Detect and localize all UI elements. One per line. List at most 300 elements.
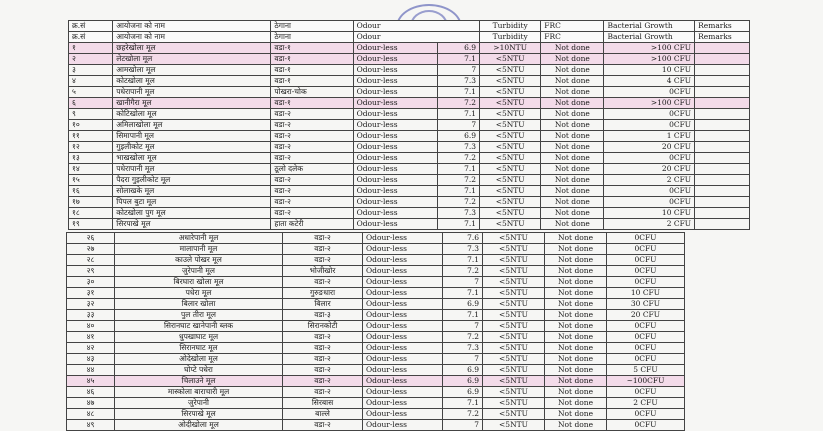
header-sn: क्र.सं xyxy=(69,21,113,32)
cell-project-name: चिलाउने मूल xyxy=(115,376,283,387)
table-row xyxy=(67,321,685,332)
cell-address: वडा-२ xyxy=(283,244,363,255)
cell-project-name: खानीगैरा मूल xyxy=(113,98,271,109)
cell-frc: Not done xyxy=(541,186,604,197)
cell-project-name: मालापानी मूल xyxy=(115,244,283,255)
cell-odour: Odour-less xyxy=(353,131,437,142)
cell-frc: Not done xyxy=(545,365,607,376)
table-row xyxy=(67,299,685,310)
cell-value: 7.2 xyxy=(443,409,483,420)
cell-project-name: भाखखोला मूल xyxy=(113,153,271,164)
cell-project-name: सोलाखके मूल xyxy=(113,186,271,197)
cell-odour: Odour-less xyxy=(353,120,437,131)
table-row xyxy=(69,175,750,186)
cell-remarks xyxy=(695,164,750,175)
table-row xyxy=(67,233,685,244)
table-row xyxy=(67,343,685,354)
table-row xyxy=(69,43,750,54)
table-row xyxy=(67,310,685,321)
water-quality-table-1 xyxy=(68,20,750,230)
cell-bacterial-growth: 0CFU xyxy=(607,255,685,266)
cell-sn: ६ xyxy=(69,98,113,109)
cell-odour: Odour-less xyxy=(363,244,443,255)
cell-project-name: आमखोला मूल xyxy=(113,65,271,76)
table-row xyxy=(67,365,685,376)
cell-project-name: बिरघारा खोला मूल xyxy=(115,277,283,288)
table-row xyxy=(69,109,750,120)
cell-address: वडा-१ xyxy=(271,43,353,54)
cell-bacterial-growth: 0CFU xyxy=(607,321,685,332)
cell-remarks xyxy=(695,219,750,230)
cell-frc: Not done xyxy=(541,153,604,164)
cell-address: वडा-२ xyxy=(271,175,353,186)
table-row xyxy=(69,197,750,208)
cell-address: पोखरा-चोक xyxy=(271,87,353,98)
cell-sn: ३३ xyxy=(67,310,115,321)
cell-value: 6.9 xyxy=(443,299,483,310)
cell-frc: Not done xyxy=(541,65,604,76)
header-remarks: Remarks xyxy=(695,21,750,32)
cell-bacterial-growth: >100 CFU xyxy=(604,54,695,65)
cell-sn: १५ xyxy=(69,175,113,186)
cell-address: वडा-२ xyxy=(283,354,363,365)
cell-sn: ४१ xyxy=(67,332,115,343)
cell-bacterial-growth: 0CFU xyxy=(604,109,695,120)
cell-bacterial-growth: 5 CFU xyxy=(607,365,685,376)
cell-remarks xyxy=(695,142,750,153)
cell-project-name: जुरेपानी मूल xyxy=(115,266,283,277)
cell-bacterial-growth: 0CFU xyxy=(607,409,685,420)
cell-address: वडा-३ xyxy=(283,310,363,321)
cell-value: 7.1 xyxy=(437,54,479,65)
cell-project-name: पैदरा गुइलीकोट मूल xyxy=(113,175,271,186)
cell-value: 7.3 xyxy=(437,208,479,219)
cell-remarks xyxy=(695,43,750,54)
cell-value: 7.3 xyxy=(443,343,483,354)
cell-turbidity: <5NTU xyxy=(483,310,545,321)
cell-frc: Not done xyxy=(541,87,604,98)
water-quality-table-2 xyxy=(66,232,685,431)
cell-turbidity: <5NTU xyxy=(480,197,541,208)
cell-odour: Odour-less xyxy=(363,343,443,354)
cell-address: वडा-२ xyxy=(271,197,353,208)
cell-bacterial-growth: 0CFU xyxy=(604,186,695,197)
cell-turbidity: <5NTU xyxy=(480,109,541,120)
cell-value: 7.1 xyxy=(443,255,483,266)
cell-sn: २८ xyxy=(67,255,115,266)
cell-sn: १ xyxy=(69,43,113,54)
cell-frc: Not done xyxy=(545,288,607,299)
table-row xyxy=(69,76,750,87)
cell-bacterial-growth: 0CFU xyxy=(604,87,695,98)
cell-address: वडा-२ xyxy=(283,365,363,376)
cell-address: वडा-२ xyxy=(271,153,353,164)
cell-project-name: मास्कोला बाराचारी मूल xyxy=(115,387,283,398)
table-row xyxy=(67,255,685,266)
cell-project-name: पधेरापानी मूल xyxy=(113,87,271,98)
cell-odour: Odour-less xyxy=(363,387,443,398)
table-row xyxy=(69,208,750,219)
header-bacterial-growth: Bacterial Growth xyxy=(604,32,695,43)
header-frc: FRC xyxy=(541,21,604,32)
cell-bacterial-growth: 30 CFU xyxy=(607,299,685,310)
cell-bacterial-growth: 10 CFU xyxy=(604,208,695,219)
cell-project-name: छहरेखोला मूल xyxy=(113,43,271,54)
cell-odour: Odour-less xyxy=(363,420,443,431)
cell-sn: ९ xyxy=(69,109,113,120)
cell-odour: Odour-less xyxy=(363,233,443,244)
cell-bacterial-growth: 20 CFU xyxy=(604,164,695,175)
cell-sn: ३२ xyxy=(67,299,115,310)
cell-odour: Odour-less xyxy=(363,277,443,288)
cell-odour: Odour-less xyxy=(363,332,443,343)
table-row xyxy=(67,409,685,420)
cell-sn: १२ xyxy=(69,142,113,153)
cell-value: 7.1 xyxy=(437,109,479,120)
cell-turbidity: <5NTU xyxy=(480,164,541,175)
cell-bacterial-growth: 0CFU xyxy=(604,120,695,131)
cell-value: 7.3 xyxy=(437,142,479,153)
cell-value: 7.1 xyxy=(437,219,479,230)
cell-project-name: कोटिखोला मूल xyxy=(113,109,271,120)
cell-turbidity: <5NTU xyxy=(483,277,545,288)
cell-sn: ४२ xyxy=(67,343,115,354)
cell-frc: Not done xyxy=(541,98,604,109)
cell-address: वडा-२ xyxy=(283,376,363,387)
cell-project-name: घोप्टे पधेरा xyxy=(115,365,283,376)
cell-value: 7.2 xyxy=(443,266,483,277)
header-odour: Odour xyxy=(353,21,480,32)
cell-odour: Odour-less xyxy=(363,255,443,266)
cell-address: वडा-२ xyxy=(283,255,363,266)
cell-frc: Not done xyxy=(545,343,607,354)
cell-address: बाल्ले xyxy=(283,409,363,420)
cell-bacterial-growth: 20 CFU xyxy=(607,310,685,321)
cell-bacterial-growth: >100 CFU xyxy=(604,43,695,54)
cell-bacterial-growth: 2 CFU xyxy=(604,175,695,186)
cell-frc: Not done xyxy=(545,398,607,409)
cell-project-name: पधेरा मूल xyxy=(115,288,283,299)
cell-frc: Not done xyxy=(541,164,604,175)
cell-frc: Not done xyxy=(545,376,607,387)
cell-address: वडा-१ xyxy=(271,65,353,76)
table-row xyxy=(67,376,685,387)
cell-bacterial-growth: ~100CFU xyxy=(607,376,685,387)
cell-frc: Not done xyxy=(545,310,607,321)
cell-turbidity: <5NTU xyxy=(480,208,541,219)
cell-sn: १० xyxy=(69,120,113,131)
cell-project-name: सिरानघाट मूल xyxy=(115,343,283,354)
cell-remarks xyxy=(695,175,750,186)
cell-frc: Not done xyxy=(541,197,604,208)
cell-frc: Not done xyxy=(541,208,604,219)
cell-odour: Odour-less xyxy=(363,288,443,299)
table-row xyxy=(69,219,750,230)
cell-odour: Odour-less xyxy=(353,164,437,175)
cell-odour: Odour-less xyxy=(353,54,437,65)
table-row xyxy=(67,354,685,365)
cell-sn: ३ xyxy=(69,65,113,76)
cell-address: ठूलो दलेक xyxy=(271,164,353,175)
cell-sn: १३ xyxy=(69,153,113,164)
cell-bacterial-growth: 0CFU xyxy=(604,197,695,208)
cell-value: 7 xyxy=(437,65,479,76)
cell-turbidity: <5NTU xyxy=(483,255,545,266)
header-remarks: Remarks xyxy=(695,32,750,43)
table-row xyxy=(69,186,750,197)
cell-sn: १६ xyxy=(69,186,113,197)
cell-sn: २६ xyxy=(67,233,115,244)
cell-project-name: सिरानघाट खानेपानी ब्लक xyxy=(115,321,283,332)
cell-sn: १९ xyxy=(69,219,113,230)
cell-odour: Odour-less xyxy=(363,310,443,321)
cell-value: 6.9 xyxy=(443,387,483,398)
cell-remarks xyxy=(695,208,750,219)
cell-odour: Odour-less xyxy=(353,87,437,98)
table-row xyxy=(67,420,685,431)
cell-turbidity: <5NTU xyxy=(483,398,545,409)
cell-odour: Odour-less xyxy=(363,376,443,387)
cell-bacterial-growth: 2 CFU xyxy=(604,219,695,230)
cell-sn: २ xyxy=(69,54,113,65)
table-row xyxy=(69,153,750,164)
cell-frc: Not done xyxy=(541,76,604,87)
cell-address: बिलार xyxy=(283,299,363,310)
cell-value: 7 xyxy=(437,120,479,131)
cell-frc: Not done xyxy=(545,387,607,398)
cell-frc: Not done xyxy=(541,175,604,186)
cell-bacterial-growth: >100 CFU xyxy=(604,98,695,109)
cell-frc: Not done xyxy=(545,354,607,365)
cell-project-name: अमिलाखोला मूल xyxy=(113,120,271,131)
cell-value: 6.9 xyxy=(443,376,483,387)
cell-project-name: ओदीखोला मूल xyxy=(115,420,283,431)
cell-bacterial-growth: 0CFU xyxy=(607,277,685,288)
cell-value: 7.2 xyxy=(437,153,479,164)
cell-value: 7.3 xyxy=(443,244,483,255)
cell-frc: Not done xyxy=(545,255,607,266)
cell-sn: ४५ xyxy=(67,376,115,387)
table-row xyxy=(67,244,685,255)
header-address: ठेगाना xyxy=(271,21,353,32)
cell-bacterial-growth: 10 CFU xyxy=(607,288,685,299)
cell-odour: Odour-less xyxy=(353,208,437,219)
cell-turbidity: <5NTU xyxy=(480,131,541,142)
table-header-row xyxy=(69,32,750,43)
cell-odour: Odour-less xyxy=(353,175,437,186)
cell-turbidity: <5NTU xyxy=(480,87,541,98)
table-row xyxy=(67,332,685,343)
cell-address: वडा-२ xyxy=(283,420,363,431)
cell-turbidity: <5NTU xyxy=(483,420,545,431)
cell-address: वडा-१ xyxy=(271,98,353,109)
cell-address: वडा-२ xyxy=(283,332,363,343)
cell-turbidity: <5NTU xyxy=(483,299,545,310)
cell-project-name: ओदेखोला मूल xyxy=(115,354,283,365)
cell-bacterial-growth: 0CFU xyxy=(607,266,685,277)
cell-sn: ३० xyxy=(67,277,115,288)
table-row xyxy=(67,288,685,299)
cell-bacterial-growth: 0CFU xyxy=(607,343,685,354)
cell-frc: Not done xyxy=(545,277,607,288)
cell-turbidity: <5NTU xyxy=(483,233,545,244)
cell-frc: Not done xyxy=(541,219,604,230)
cell-turbidity: <5NTU xyxy=(483,244,545,255)
cell-frc: Not done xyxy=(541,109,604,120)
cell-turbidity: >10NTU xyxy=(480,43,541,54)
cell-turbidity: <5NTU xyxy=(483,387,545,398)
cell-value: 7.2 xyxy=(443,332,483,343)
cell-remarks xyxy=(695,98,750,109)
table-row xyxy=(69,131,750,142)
cell-odour: Odour-less xyxy=(363,321,443,332)
cell-value: 7.1 xyxy=(437,87,479,98)
cell-address: वडा-२ xyxy=(283,387,363,398)
cell-bacterial-growth: 0CFU xyxy=(607,244,685,255)
cell-value: 7.1 xyxy=(437,186,479,197)
cell-frc: Not done xyxy=(545,409,607,420)
table-row xyxy=(69,164,750,175)
cell-bacterial-growth: 2 CFU xyxy=(607,398,685,409)
cell-sn: ४७ xyxy=(67,398,115,409)
cell-project-name: पुल तीरा मूल xyxy=(115,310,283,321)
cell-turbidity: <5NTU xyxy=(480,65,541,76)
cell-bacterial-growth: 20 CFU xyxy=(604,142,695,153)
cell-turbidity: <5NTU xyxy=(483,288,545,299)
cell-sn: ३१ xyxy=(67,288,115,299)
cell-project-name: पिपल बुटा मूल xyxy=(113,197,271,208)
cell-sn: २९ xyxy=(67,266,115,277)
cell-turbidity: <5NTU xyxy=(483,321,545,332)
cell-turbidity: <5NTU xyxy=(480,219,541,230)
cell-project-name: लेटखोला मूल xyxy=(113,54,271,65)
cell-address: गुरुङधारा xyxy=(283,288,363,299)
cell-frc: Not done xyxy=(545,233,607,244)
table-row xyxy=(67,387,685,398)
cell-turbidity: <5NTU xyxy=(483,343,545,354)
cell-project-name: काउले पोखर मूल xyxy=(115,255,283,266)
cell-odour: Odour-less xyxy=(353,142,437,153)
table-row xyxy=(69,65,750,76)
cell-frc: Not done xyxy=(541,142,604,153)
cell-frc: Not done xyxy=(545,266,607,277)
cell-odour: Odour-less xyxy=(353,219,437,230)
cell-project-name: धुपखाघाट मूल xyxy=(115,332,283,343)
header-frc: FRC xyxy=(541,32,604,43)
cell-turbidity: <5NTU xyxy=(480,120,541,131)
cell-odour: Odour-less xyxy=(363,398,443,409)
cell-sn: ४९ xyxy=(67,420,115,431)
cell-frc: Not done xyxy=(545,321,607,332)
cell-odour: Odour-less xyxy=(353,43,437,54)
cell-remarks xyxy=(695,109,750,120)
cell-bacterial-growth: 0CFU xyxy=(607,233,685,244)
cell-odour: Odour-less xyxy=(363,409,443,420)
cell-project-name: बिलार खोला xyxy=(115,299,283,310)
table-row xyxy=(67,398,685,409)
cell-frc: Not done xyxy=(545,332,607,343)
cell-bacterial-growth: 4 CFU xyxy=(604,76,695,87)
cell-sn: ४४ xyxy=(67,365,115,376)
cell-bacterial-growth: 0CFU xyxy=(607,387,685,398)
cell-address: भोजीखोर xyxy=(283,266,363,277)
cell-turbidity: <5NTU xyxy=(480,142,541,153)
cell-frc: Not done xyxy=(545,299,607,310)
cell-remarks xyxy=(695,54,750,65)
cell-value: 7 xyxy=(443,321,483,332)
table-row xyxy=(69,142,750,153)
cell-value: 7.1 xyxy=(443,398,483,409)
cell-turbidity: <5NTU xyxy=(480,186,541,197)
table-row xyxy=(69,87,750,98)
cell-value: 7 xyxy=(443,354,483,365)
cell-frc: Not done xyxy=(545,244,607,255)
cell-bacterial-growth: 1 CFU xyxy=(604,131,695,142)
cell-turbidity: <5NTU xyxy=(483,332,545,343)
cell-address: वडा-२ xyxy=(283,233,363,244)
header-project-name: आयोजना को नाम xyxy=(113,32,271,43)
cell-odour: Odour-less xyxy=(363,266,443,277)
cell-value: 6.9 xyxy=(437,131,479,142)
cell-address: वडा-२ xyxy=(283,277,363,288)
header-address: ठेगाना xyxy=(271,32,353,43)
cell-address: वडा-२ xyxy=(271,208,353,219)
cell-address: वडा-२ xyxy=(271,186,353,197)
cell-remarks xyxy=(695,153,750,164)
cell-odour: Odour-less xyxy=(363,299,443,310)
table-row xyxy=(67,277,685,288)
cell-sn: ११ xyxy=(69,131,113,142)
cell-remarks xyxy=(695,87,750,98)
cell-project-name: कोटखोला पुग मूल xyxy=(113,208,271,219)
cell-sn: ४० xyxy=(67,321,115,332)
cell-value: 7.2 xyxy=(437,197,479,208)
cell-bacterial-growth: 10 CFU xyxy=(604,65,695,76)
cell-turbidity: <5NTU xyxy=(480,98,541,109)
cell-address: वडा-२ xyxy=(271,120,353,131)
cell-turbidity: <5NTU xyxy=(483,376,545,387)
cell-turbidity: <5NTU xyxy=(483,354,545,365)
cell-turbidity: <5NTU xyxy=(483,365,545,376)
table-row xyxy=(69,120,750,131)
cell-sn: ५ xyxy=(69,87,113,98)
cell-value: 7.3 xyxy=(437,76,479,87)
cell-turbidity: <5NTU xyxy=(483,266,545,277)
cell-odour: Odour-less xyxy=(353,197,437,208)
cell-frc: Not done xyxy=(541,131,604,142)
cell-project-name: जुरेपानी xyxy=(115,398,283,409)
cell-bacterial-growth: 0CFU xyxy=(607,332,685,343)
cell-address: वडा-२ xyxy=(271,142,353,153)
cell-sn: १७ xyxy=(69,197,113,208)
cell-odour: Odour-less xyxy=(363,365,443,376)
cell-value: 6.9 xyxy=(437,43,479,54)
cell-remarks xyxy=(695,197,750,208)
header-turbidity: Turbidity xyxy=(480,32,541,43)
cell-sn: ४८ xyxy=(67,409,115,420)
cell-address: सिरबास xyxy=(283,398,363,409)
cell-value: 7.6 xyxy=(443,233,483,244)
cell-value: 7.2 xyxy=(437,175,479,186)
cell-odour: Odour-less xyxy=(353,98,437,109)
cell-value: 7 xyxy=(443,420,483,431)
cell-address: वडा-१ xyxy=(271,54,353,65)
header-bacterial-growth: Bacterial Growth xyxy=(604,21,695,32)
cell-frc: Not done xyxy=(541,120,604,131)
cell-value: 6.9 xyxy=(443,365,483,376)
cell-project-name: पधेरापानी मूल xyxy=(113,164,271,175)
cell-remarks xyxy=(695,65,750,76)
